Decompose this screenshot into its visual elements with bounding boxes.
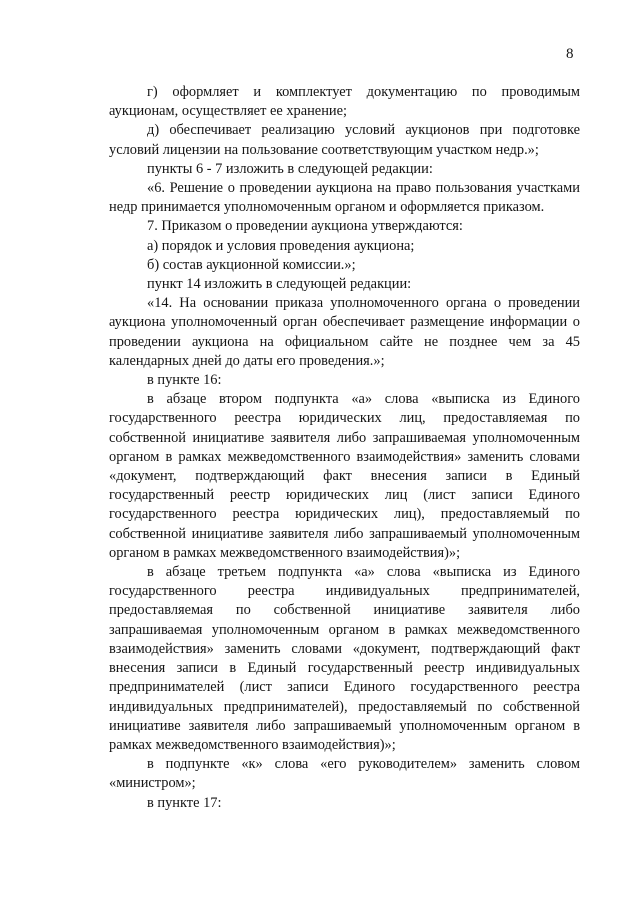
page-number: 8 <box>566 46 574 62</box>
paragraph-points-6-7-intro: пункты 6 - 7 изложить в следующей редакции: <box>147 160 433 177</box>
paragraph-point-14-intro: пункт 14 изложить в следующей редакции: <box>147 276 412 293</box>
paragraph-point-16-third: в абзаце третьем подпункта «а» слова «выписка из Единого государственного реестра индивидуальных предпринимателей, предоставляемая по собственной инициативе заявителя либо запрашиваемая уполномоченным органом в рамках межведомственного взаимодействия» заменить словами «документ, подтверждающий факт внесения записи в Единый государственный реестр индивидуальных предпринимателей (лист записи Единого государственного реестра индивидуальных предпринимателей), предоставляемый по собственной инициативе заявителя либо запрашиваемый уполномоченным органом в рамках межведомственного взаимодействия)»; <box>109 564 580 753</box>
document-body <box>109 83 580 813</box>
paragraph-point-7-b: б) состав аукционной комиссии.»; <box>147 256 356 273</box>
paragraph-point-16-intro: в пункте 16: <box>147 372 222 389</box>
paragraph-point-7: 7. Приказом о проведении аукциона утверждаются: <box>147 218 463 235</box>
paragraph-point-17-intro: в пункте 17: <box>147 794 222 811</box>
paragraph-subitem-k: в подпункте «к» слова «его руководителем» заменить словом «министром»; <box>109 756 580 792</box>
paragraph-point-6: «6. Решение о проведении аукциона на право пользования участками недр принимается уполномоченным органом и оформляется приказом. <box>109 180 580 216</box>
paragraph-subitem-g: г) оформляет и комплектует документацию по проводимым аукционам, осуществляет ее хранение; <box>109 84 580 120</box>
paragraph-subitem-d: д) обеспечивает реализацию условий аукционов при подготовке условий лицензии на пользование соответствующим участком недр.»; <box>109 122 580 158</box>
paragraph-point-16-second: в абзаце втором подпункта «а» слова «выписка из Единого государственного реестра юридических лиц, предоставляемая по собственной инициативе заявителя либо запрашиваемая уполномоченным органом в рамках межведомственного взаимодействия» заменить словами «документ, подтверждающий факт внесения записи в Единый государственный реестр юридических лиц (лист записи Единого государственного реестра юридических лиц), предоставляемый по собственной инициативе заявителя либо запрашиваемый уполномоченным органом в рамках межведомственного взаимодействия)»; <box>109 391 580 561</box>
paragraph-point-7-a: а) порядок и условия проведения аукциона; <box>147 237 415 254</box>
paragraph-point-14: «14. На основании приказа уполномоченного органа о проведении аукциона уполномоченный орган обеспечивает размещение информации о проведении аукциона на официальном сайте не позднее чем за 45 календарных дней до даты его проведения.»; <box>109 295 580 369</box>
